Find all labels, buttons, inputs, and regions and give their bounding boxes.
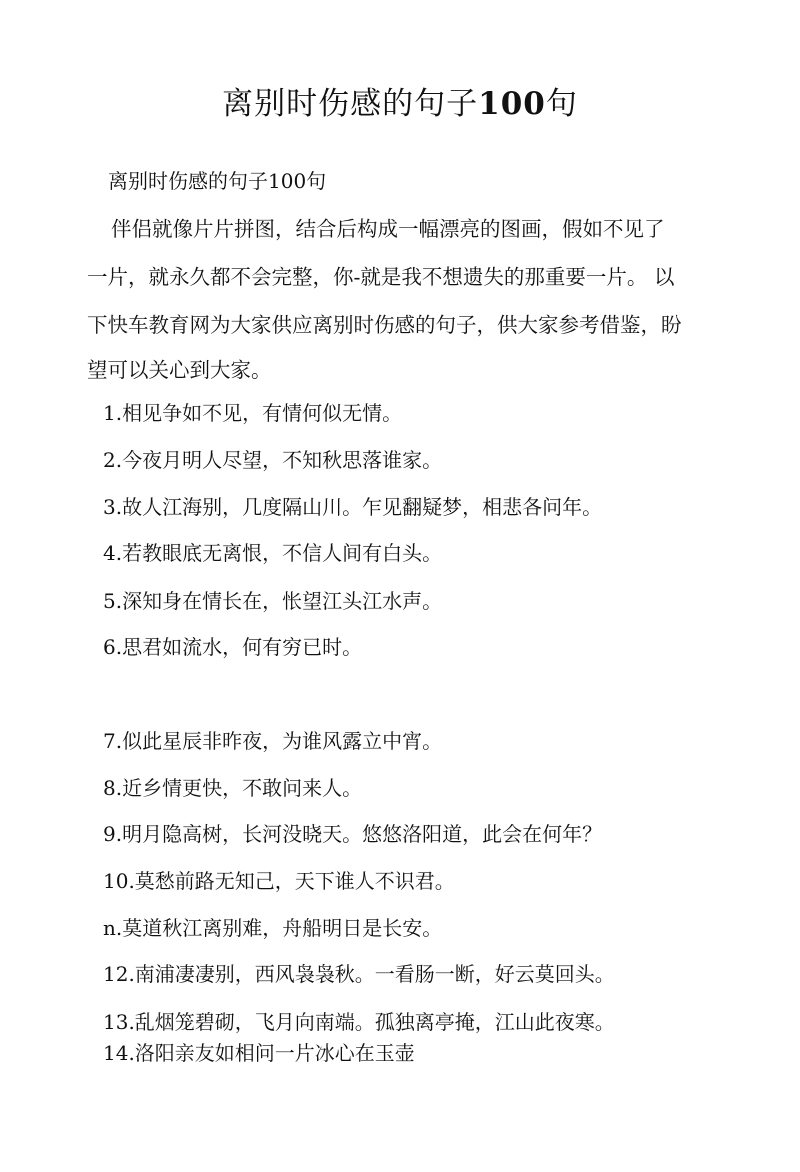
title-suffix: 句	[545, 86, 578, 122]
intro-line-3: 下快车教育网为大家供应离别时伤感的句子，供大家参考借鉴，盼	[87, 313, 682, 337]
intro-line-1: 伴侣就像片片拼图，结合后构成一幅漂亮的图画，假如不见了	[111, 217, 665, 241]
subtitle: 离别时伤感的句子100句	[108, 169, 327, 193]
list-item: 2.今夜月明人尽望，不知秋思落谁家。	[103, 448, 443, 472]
list-item: 1.相见争如不见，有情何似无情。	[103, 401, 403, 425]
list-item: 6.思君如流水，何有穷已时。	[103, 635, 363, 659]
title-number: 100	[478, 86, 546, 122]
list-item: 9.明月隐高树，长河没晓天。悠悠洛阳道，此会在何年？	[103, 822, 603, 846]
list-item: 8.近乡情更快，不敢问来人。	[103, 776, 363, 800]
list-item: 10.莫愁前路无知己，天下谁人不识君。	[103, 869, 455, 893]
list-item: 5.深知身在情长在，怅望江头江水声。	[103, 589, 443, 613]
intro-line-2: 一片，就永久都不会完整，你-就是我不想遗失的那重要一片。 以	[87, 265, 675, 289]
title-text: 离别时伤感的句子	[222, 86, 479, 122]
list-item: 14.洛阳亲友如相问一片冰心在玉壶	[103, 1041, 415, 1065]
list-item: 13.乱烟笼碧砌，飞月向南端。孤独离亭掩，江山此夜寒。	[103, 1010, 615, 1034]
document-title	[0, 82, 800, 126]
list-item: 12.南浦凄凄别，西风袅袅秋。一看肠一断，好云莫回头。	[103, 962, 615, 986]
list-item: 3.故人江海别，几度隔山川。乍见翻疑梦，相悲各问年。	[103, 495, 603, 519]
intro-line-4: 望可以关心到大家。	[87, 358, 272, 382]
list-item: 4.若教眼底无离恨，不信人间有白头。	[103, 541, 443, 565]
list-item: 7.似此星辰非昨夜，为谁风露立中宵。	[103, 729, 443, 753]
list-item: n.莫道秋江离别难，舟船明日是长安。	[103, 916, 443, 940]
